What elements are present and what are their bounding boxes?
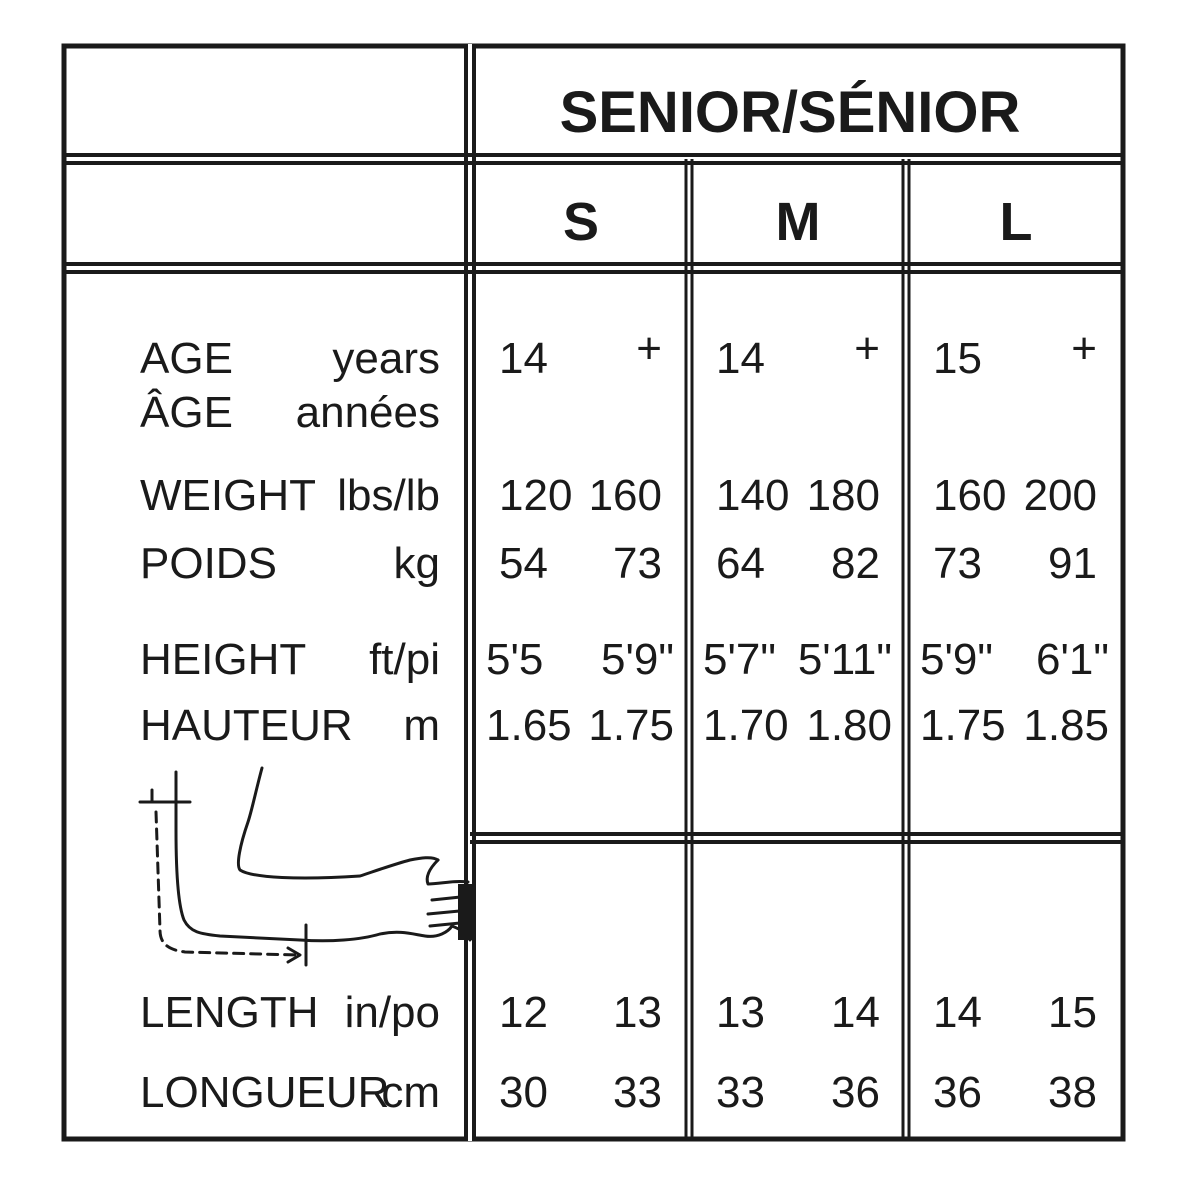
weight-l-max-value: 200 — [1023, 471, 1097, 520]
height-s-max-value: 5'9" — [601, 635, 674, 684]
hauteur-m-min-value: 1.70 — [703, 701, 789, 750]
height-label: HEIGHT — [140, 635, 307, 684]
longueur-m-min-value: 33 — [716, 1068, 765, 1117]
height-s-min-value: 5'5 — [486, 635, 544, 684]
length-m-max-value: 14 — [831, 988, 880, 1037]
senior-header: SENIOR/SÉNIOR — [559, 80, 1021, 145]
longueur-label: LONGUEUR — [140, 1068, 390, 1117]
height-unit: ft/pi — [369, 635, 440, 684]
weight-s-max-value: 160 — [588, 471, 662, 520]
hauteur-s-min-value: 1.65 — [486, 701, 572, 750]
longueur-l-max-value: 38 — [1048, 1068, 1097, 1117]
size-s-header: S — [562, 192, 600, 252]
length-s-min-value: 12 — [499, 988, 548, 1037]
hauteur-l-max-value: 1.85 — [1023, 701, 1109, 750]
longueur-s-max-value: 33 — [613, 1068, 662, 1117]
poids-l-min-value: 73 — [933, 539, 982, 588]
length-m-min-value: 13 — [716, 988, 765, 1037]
poids-m-min-value: 64 — [716, 539, 765, 588]
length-l-max-value: 15 — [1048, 988, 1097, 1037]
height-l-max-value: 6'1" — [1036, 635, 1109, 684]
age-unit: years — [332, 334, 440, 383]
hauteur-m-max-value: 1.80 — [806, 701, 892, 750]
length-label: LENGTH — [140, 988, 319, 1037]
longueur-l-min-value: 36 — [933, 1068, 982, 1117]
hauteur-unit: m — [403, 701, 440, 750]
poids-l-max-value: 91 — [1048, 539, 1097, 588]
hauteur-label: HAUTEUR — [140, 701, 353, 750]
weight-l-min-value: 160 — [933, 471, 1007, 520]
weight-label: WEIGHT — [140, 471, 316, 520]
weight-m-min-value: 140 — [716, 471, 790, 520]
height-m-max-value: 5'11" — [797, 635, 892, 684]
longueur-unit: cm — [381, 1068, 440, 1117]
length-l-min-value: 14 — [933, 988, 982, 1037]
length-s-max-value: 13 — [613, 988, 662, 1037]
height-l-min-value: 5'9" — [920, 635, 993, 684]
size-m-header: M — [775, 192, 821, 252]
weight-s-min-value: 120 — [499, 471, 573, 520]
age-label-fr: ÂGE — [140, 388, 233, 437]
age-unit-fr: années — [295, 388, 440, 437]
height-m-min-value: 5'7" — [703, 635, 776, 684]
length-unit: in/po — [344, 988, 440, 1037]
longueur-s-min-value: 30 — [499, 1068, 548, 1117]
poids-s-min-value: 54 — [499, 539, 548, 588]
size-l-header: L — [999, 192, 1033, 252]
poids-unit: kg — [393, 539, 440, 588]
hauteur-l-min-value: 1.75 — [920, 701, 1006, 750]
longueur-m-max-value: 36 — [831, 1068, 880, 1117]
age-s-min-value: 14 — [499, 334, 548, 383]
age-l-min-value: 15 — [933, 334, 982, 383]
age-l-max-value: + — [1071, 324, 1097, 373]
poids-m-max-value: 82 — [831, 539, 880, 588]
poids-s-max-value: 73 — [613, 539, 662, 588]
age-label: AGE — [140, 334, 233, 383]
hauteur-s-max-value: 1.75 — [588, 701, 674, 750]
age-m-min-value: 14 — [716, 334, 765, 383]
age-s-max-value: + — [636, 324, 662, 373]
weight-unit: lbs/lb — [337, 471, 440, 520]
weight-m-max-value: 180 — [806, 471, 880, 520]
age-m-max-value: + — [854, 324, 880, 373]
poids-label: POIDS — [140, 539, 277, 588]
